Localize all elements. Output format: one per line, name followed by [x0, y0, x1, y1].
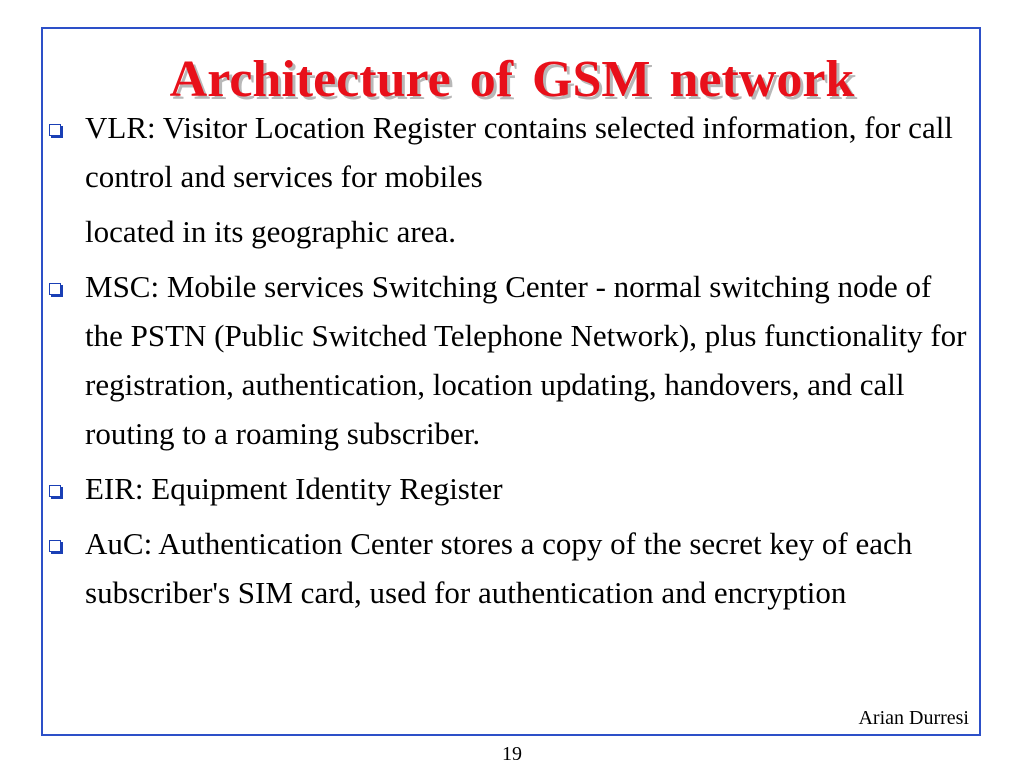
square-bullet-icon: [49, 485, 61, 497]
bullet-text: MSC: Mobile services Switching Center - normal switching node of the PSTN (Public Switched Telephone Network), plus functionality for registration, authentication, location updating, handovers, and call routing to a roaming subscriber.: [85, 269, 967, 451]
bullet-text: AuC: Authentication Center stores a copy of the secret key of each subscriber's SIM card, used for authentication and encryption: [85, 526, 913, 610]
bullet-text: VLR: Visitor Location Register contains selected information, for call control and services for mobiles: [85, 110, 953, 194]
page-number: 19: [502, 743, 522, 765]
bullet-item-msc: [45, 262, 970, 458]
bullet-item-eir: [45, 464, 970, 513]
square-bullet-icon: [49, 283, 61, 295]
square-bullet-icon: [49, 540, 61, 552]
bullet-item-vlr: [45, 103, 970, 256]
bullet-continuation: located in its geographic area.: [85, 214, 456, 249]
slide-title: Architecture of GSM network: [169, 51, 855, 108]
author-name: Arian Durresi: [858, 707, 969, 729]
bullet-list: [45, 103, 970, 617]
bullet-item-auc: [45, 519, 970, 617]
bullet-text: EIR: Equipment Identity Register: [85, 471, 503, 506]
square-bullet-icon: [49, 124, 61, 136]
